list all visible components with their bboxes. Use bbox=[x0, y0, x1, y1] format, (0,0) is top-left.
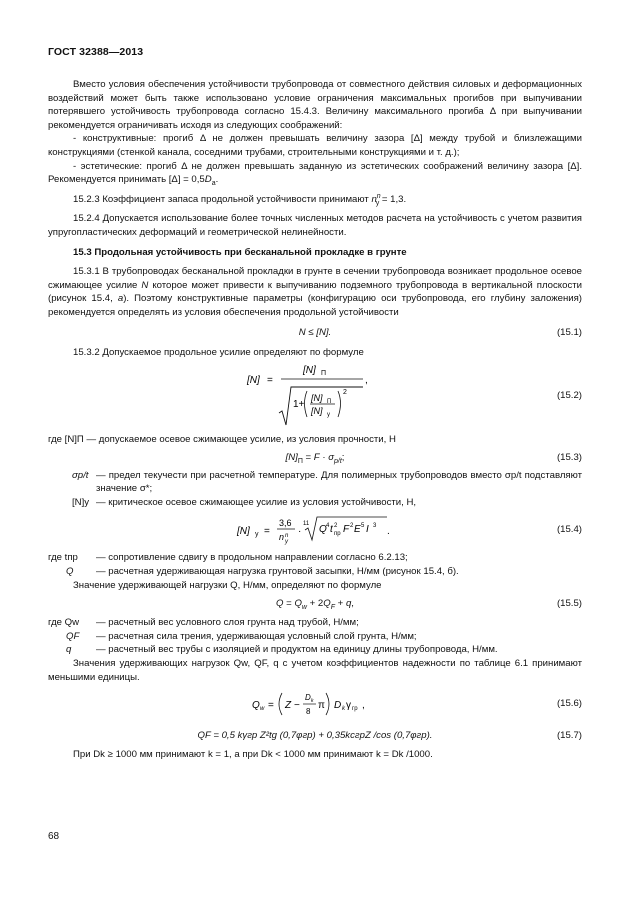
svg-text:пр: пр bbox=[334, 531, 341, 538]
equation-15-2-formula bbox=[245, 361, 385, 431]
svg-text:·: · bbox=[298, 526, 302, 538]
svg-text:γ: γ bbox=[346, 700, 351, 712]
svg-text:,: , bbox=[362, 700, 365, 712]
svg-text:4: 4 bbox=[326, 523, 330, 530]
svg-text:2: 2 bbox=[350, 523, 354, 530]
svg-text:F: F bbox=[343, 524, 350, 536]
svg-text:,: , bbox=[365, 375, 368, 387]
svg-text:2: 2 bbox=[343, 389, 347, 397]
svg-text:=: = bbox=[268, 700, 274, 712]
svg-text:П: П bbox=[321, 370, 327, 378]
svg-text:Z: Z bbox=[285, 700, 292, 712]
definition-allowed-force-strength: где [N]П — допускаемое осевое сжимающее усилие, из условия прочности, Н bbox=[48, 434, 396, 446]
definition-pipe-weight: q — расчетный вес трубы с изоляцией и продуктом на единицу длины трубопровода, Н/мм. bbox=[66, 644, 498, 656]
section-heading-15-3: 15.3 Продольная устойчивость при бесканальной прокладке в грунте bbox=[73, 246, 407, 258]
equation-number: (15.6) bbox=[556, 698, 582, 710]
equation-15-4 bbox=[48, 509, 582, 551]
svg-text:−: − bbox=[294, 700, 300, 712]
svg-text:π: π bbox=[318, 700, 325, 712]
svg-text:D: D bbox=[305, 693, 311, 703]
equation-15-6-formula bbox=[250, 687, 380, 721]
paragraph-deflection-condition: Вместо условия обеспечения устойчивости трубопровода от совместного действия силовых и деформационных воздействий может быть также использовано условие ограничения максимальных прогибов при выпучивании потерявшего устойчивость трубопровода согласно 15.4.3. Величину максимального прогиба Δ при выпучивании рекомендуется ограничивать исходя из следующих соображений: bbox=[48, 79, 582, 131]
paragraph-aesthetic-criteria: - эстетические: прогиб Δ не должен превышать заданную из эстетических соображений величину зазора [Δ]. Рекомендуется принимать $[\Delta] = 0,5D_a$. bbox=[48, 160, 582, 188]
svg-text:[N]: [N] bbox=[247, 375, 260, 387]
document-header: ГОСТ 32388—2013 bbox=[48, 46, 144, 58]
document-body bbox=[48, 78, 582, 762]
equation-15-4-formula bbox=[235, 510, 395, 550]
svg-text:I: I bbox=[366, 524, 369, 536]
svg-text:3,6: 3,6 bbox=[279, 518, 292, 529]
svg-text:=: = bbox=[267, 375, 273, 387]
equation-number: (15.5) bbox=[556, 598, 582, 610]
svg-text:гр: гр bbox=[352, 706, 358, 713]
paragraph-constructive-criteria: - конструктивные: прогиб Δ не должен превышать величину зазора [Δ] между трубой и близлежащими конструкциями (стенкой канала, соседними трубами, строительными конструкциями и т. д.); bbox=[48, 133, 582, 158]
paragraph-15-3-2: 15.3.2 Допускаемое продольное усилие определяют по формуле bbox=[73, 346, 364, 358]
paragraph-coefficient-k: При Dk ≥ 1000 мм принимают k = 1, а при Dk < 1000 мм принимают k = Dk /1000. bbox=[73, 749, 433, 761]
paragraph-holding-loads-note: Значения удерживающих нагрузок Qw, QF, q с учетом коэффициентов надежности по таблице 6.1 принимают меньшими единицы. bbox=[48, 658, 582, 683]
svg-text:П: П bbox=[327, 399, 332, 406]
svg-text:y: y bbox=[285, 539, 288, 546]
equation-number: (15.2) bbox=[556, 390, 582, 402]
svg-text:D: D bbox=[334, 700, 342, 712]
paragraph-15-3-1: 15.3.1 В трубопроводах бесканальной прокладки в грунте в сечении трубопровода возникает продольное осевое сжимающее усилие N которое может привести к выпучиванию подземного трубопровода в вертикальной плоскости (рисунок 15.4, а). Поэтому конструктивные параметры (конфигурацию оси трубопровода, его глубину заложения) рекомендуется определять из условия обеспечения продольной устойчивости bbox=[48, 266, 582, 318]
equation-number: (15.1) bbox=[556, 326, 582, 338]
svg-text:2: 2 bbox=[334, 523, 338, 530]
definition-soil-weight: где Qw — расчетный вес условного слоя грунта над трубой, Н/мм; bbox=[48, 617, 359, 629]
page-number: 68 bbox=[48, 831, 60, 842]
definition-critical-force: [N]у — критическое осевое сжимающее усилие из условия устойчивости, Н, bbox=[72, 496, 417, 508]
svg-text:у: у bbox=[255, 531, 259, 539]
svg-text:w: w bbox=[260, 706, 265, 713]
paragraph-holding-load-formula: Значение удерживающей нагрузки Q, Н/мм, определяют по формуле bbox=[73, 579, 382, 591]
equation-15-2 bbox=[48, 359, 582, 433]
svg-text:[N]: [N] bbox=[237, 526, 250, 538]
equation-15-6 bbox=[48, 684, 582, 724]
svg-text:[N]: [N] bbox=[311, 406, 323, 417]
svg-text:Q: Q bbox=[319, 524, 327, 536]
svg-text:k: k bbox=[342, 706, 345, 713]
svg-text:.: . bbox=[387, 526, 390, 538]
svg-text:=: = bbox=[264, 526, 270, 538]
equation-15-3: $[N]_П = F \cdot \sigma_{p/t}$; (15.3) bbox=[285, 451, 582, 465]
definition-shear-resistance: где tпр — сопротивление сдвигу в продольном направлении согласно 6.2.13; bbox=[48, 552, 408, 564]
svg-text:n: n bbox=[285, 533, 289, 540]
svg-text:5: 5 bbox=[361, 523, 365, 530]
definition-yield-stress: σp/t — предел текучести при расчетной температуре. Для полимерных трубопроводов вместо σp/t подставляют значение σ*; bbox=[72, 469, 582, 495]
svg-text:t: t bbox=[330, 524, 333, 536]
definition-holding-load: Q — расчетная удерживающая нагрузка грунтовой засыпки, Н/мм (рисунок 15.4, б). bbox=[66, 566, 459, 578]
equation-number: (15.3) bbox=[556, 451, 582, 463]
svg-text:у: у bbox=[327, 412, 330, 419]
equation-15-5: $Q = Q_w + 2Q_F + q$, (15.5) bbox=[276, 598, 582, 612]
svg-text:Q: Q bbox=[252, 700, 260, 712]
svg-text:8: 8 bbox=[306, 707, 311, 717]
svg-text:E: E bbox=[354, 524, 361, 536]
svg-text:11: 11 bbox=[303, 521, 310, 528]
equation-number: (15.4) bbox=[556, 524, 582, 536]
equation-number: (15.7) bbox=[556, 730, 582, 742]
svg-text:1+: 1+ bbox=[293, 399, 305, 411]
equation-15-1: N ≤ [N]. (15.1) bbox=[298, 326, 582, 338]
equation-15-7: QF = 0,5 kγгр Z²tg (0,7φгр) + 0,35kcгрZ /cos (0,7φгр). (15.7) bbox=[197, 730, 582, 742]
paragraph-15-2-3: 15.2.3 Коэффициент запаса продольной устойчивости принимают $n^n_y = 1,3$. bbox=[73, 192, 407, 207]
paragraph-15-2-4: 15.2.4 Допускается использование более точных численных методов расчета на устойчивость с учетом развития упругопластических деформаций и геометрической нелинейности. bbox=[48, 213, 582, 238]
svg-text:3: 3 bbox=[373, 523, 377, 530]
svg-text:[N]: [N] bbox=[303, 365, 316, 377]
svg-text:k: k bbox=[311, 698, 314, 705]
svg-text:n: n bbox=[279, 532, 285, 543]
definition-friction-force: QF — расчетная сила трения, удерживающая условный слой грунта, Н/мм; bbox=[66, 630, 417, 642]
svg-text:[N]: [N] bbox=[311, 393, 323, 404]
